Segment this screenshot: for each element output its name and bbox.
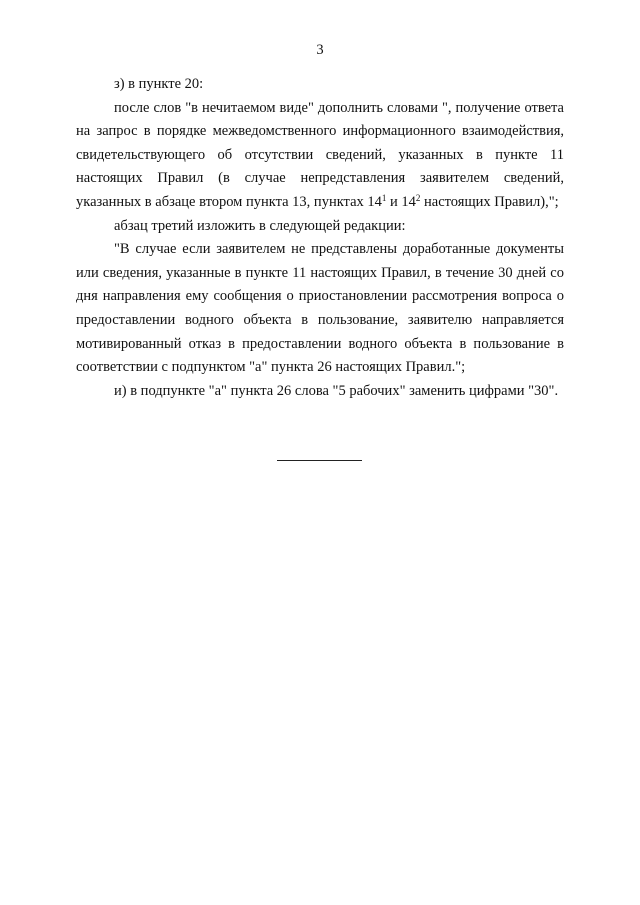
paragraph-amendment-text-end: настоящих Правил),";	[420, 193, 559, 210]
paragraph-amendment-text-mid: и 14	[386, 193, 416, 210]
paragraph-abzac-tretiy: абзац третий изложить в следующей редакции:	[114, 217, 406, 234]
paragraph-item-z: з) в пункте 20:	[114, 76, 204, 92]
paragraph-amendment-text-main: после слов "в нечитаемом виде" дополнить словами ", получение ответа на запрос в порядке межведомственного информационного взаимодействия, свидетельствующего об отсутствии сведений, указанных в пункте 11 настоящих Правил (в случае непредставления заявителем сведений, указанных в абзаце втором пункта 13, пунктах 14	[76, 99, 564, 210]
document-body	[76, 73, 564, 403]
superscript-2: 2	[415, 192, 421, 203]
superscript-1: 1	[381, 192, 387, 203]
paragraph-item-i: и) в подпункте "а" пункта 26 слова "5 рабочих" заменить цифрами "30".	[114, 382, 559, 399]
paragraph-new-wording: "В случае если заявителем не представлены доработанные документы или сведения, указанные в пункте 11 настоящих Правил, в течение 30 дней со дня направления ему сообщения о приостановлении рассмотрения вопроса о предоставлении водного объекта в пользование, заявителю направляется мотивированный отказ в предоставлении водного объекта в пользование в соответствии с подпунктом "а" пункта 26 настоящих Правил.";	[76, 241, 564, 376]
page-number: 3	[316, 42, 324, 58]
paragraph-amendment-text	[76, 97, 564, 215]
end-divider-line	[277, 460, 362, 461]
